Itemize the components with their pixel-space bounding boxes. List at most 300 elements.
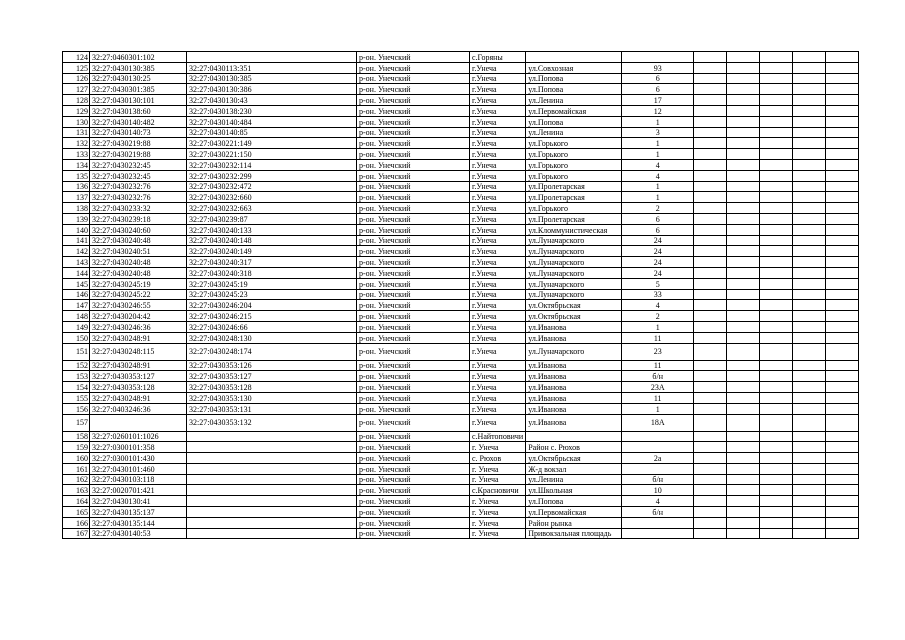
locality-cell: г.Унеча [470,321,526,332]
house-number-cell: 4 [622,170,694,181]
row-number-cell: 139 [63,213,90,224]
street-cell: ул.Иванова [526,321,622,332]
cadastral-number-cell: 32:27:0430219:88 [90,138,187,149]
locality-cell: г. Унеча [470,442,526,453]
empty-cell [826,105,859,116]
cadastral-number-cell: 32:27:0430140:53 [90,528,187,539]
empty-cell [694,138,727,149]
locality-cell: г.Унеча [470,257,526,268]
district-cell: р-он. Унечский [357,138,470,149]
locality-cell: г.Унеча [470,360,526,371]
object-cadastral-number-cell [187,507,357,518]
empty-cell [793,84,826,95]
row-number-cell: 161 [63,463,90,474]
empty-cell [694,116,727,127]
empty-cell [793,127,826,138]
empty-cell [826,474,859,485]
empty-cell [694,485,727,496]
empty-cell [826,52,859,63]
empty-cell [793,267,826,278]
locality-cell: г.Унеча [470,73,526,84]
row-number-cell: 149 [63,321,90,332]
row-number-cell: 135 [63,170,90,181]
empty-cell [727,149,760,160]
empty-cell [727,442,760,453]
empty-cell [760,496,793,507]
house-number-cell: 93 [622,62,694,73]
empty-cell [793,528,826,539]
cadastral-number-cell: 32:27:0430245:22 [90,289,187,300]
table-row [63,360,859,371]
empty-cell [793,507,826,518]
street-cell: ул.Луначарского [526,246,622,257]
empty-cell [727,138,760,149]
street-cell: ул.Луначарского [526,278,622,289]
object-cadastral-number-cell: 32:27:0430240:149 [187,246,357,257]
row-number-cell: 155 [63,392,90,403]
table-row [63,105,859,116]
row-number-cell: 137 [63,192,90,203]
district-cell: р-он. Унечский [357,149,470,160]
empty-cell [793,73,826,84]
locality-cell: г.Унеча [470,235,526,246]
cadastral-number-cell [90,414,187,431]
district-cell: р-он. Унечский [357,371,470,382]
locality-cell: г. Унеча [470,463,526,474]
empty-cell [793,442,826,453]
empty-cell [793,170,826,181]
table-row [63,138,859,149]
row-number-cell: 159 [63,442,90,453]
table-row [63,517,859,528]
empty-cell [760,235,793,246]
empty-cell [727,73,760,84]
table-row [63,403,859,414]
row-number-cell: 163 [63,485,90,496]
empty-cell [694,159,727,170]
empty-cell [760,116,793,127]
empty-cell [826,360,859,371]
empty-cell [826,149,859,160]
empty-cell [760,300,793,311]
cadastral-number-cell: 32:27:0430248:115 [90,343,187,360]
empty-cell [793,62,826,73]
empty-cell [760,403,793,414]
empty-cell [694,105,727,116]
district-cell: р-он. Унечский [357,431,470,442]
cadastral-number-cell: 32:27:0430240:48 [90,235,187,246]
table-body [63,52,859,539]
empty-cell [793,414,826,431]
empty-cell [727,95,760,106]
empty-cell [694,343,727,360]
locality-cell: с. Рюхов [470,453,526,464]
row-number-cell: 167 [63,528,90,539]
empty-cell [793,192,826,203]
empty-cell [727,453,760,464]
empty-cell [694,453,727,464]
empty-cell [727,105,760,116]
empty-cell [727,343,760,360]
object-cadastral-number-cell: 32:27:0430353:127 [187,371,357,382]
empty-cell [760,127,793,138]
cadastral-number-cell: 32:27:0430204:42 [90,311,187,322]
row-number-cell: 134 [63,159,90,170]
district-cell: р-он. Унечский [357,52,470,63]
cadastral-number-cell: 32:27:0020701:421 [90,485,187,496]
locality-cell: г.Унеча [470,159,526,170]
house-number-cell: 10 [622,485,694,496]
empty-cell [694,321,727,332]
empty-cell [793,392,826,403]
empty-cell [826,170,859,181]
street-cell: ул.Иванова [526,392,622,403]
house-number-cell: 17 [622,95,694,106]
empty-cell [694,149,727,160]
empty-cell [694,382,727,393]
empty-cell [727,267,760,278]
empty-cell [826,300,859,311]
district-cell: р-он. Унечский [357,321,470,332]
house-number-cell: 6 [622,84,694,95]
cadastral-number-cell: 32:27:0430140:73 [90,127,187,138]
empty-cell [793,116,826,127]
empty-cell [727,192,760,203]
empty-cell [826,453,859,464]
empty-cell [793,257,826,268]
empty-cell [760,105,793,116]
empty-cell [760,507,793,518]
empty-cell [826,181,859,192]
row-number-cell: 148 [63,311,90,322]
empty-cell [760,73,793,84]
empty-cell [694,289,727,300]
row-number-cell: 128 [63,95,90,106]
locality-cell: г.Унеча [470,267,526,278]
empty-cell [727,528,760,539]
street-cell: ул.Луначарского [526,289,622,300]
empty-cell [694,528,727,539]
empty-cell [760,257,793,268]
table-row [63,224,859,235]
table-row [63,203,859,214]
house-number-cell [622,431,694,442]
cadastral-number-cell: 32:27:0430130:385 [90,62,187,73]
empty-cell [727,224,760,235]
locality-cell: г.Унеча [470,138,526,149]
object-cadastral-number-cell [187,528,357,539]
locality-cell: г.Унеча [470,127,526,138]
row-number-cell: 140 [63,224,90,235]
row-number-cell: 150 [63,332,90,343]
locality-cell: с.Найтоповичи [470,431,526,442]
table-row [63,392,859,403]
empty-cell [826,138,859,149]
empty-cell [760,95,793,106]
empty-cell [826,116,859,127]
object-cadastral-number-cell: 32:27:0430245:23 [187,289,357,300]
empty-cell [694,442,727,453]
table-row [63,127,859,138]
object-cadastral-number-cell [187,431,357,442]
empty-cell [826,278,859,289]
empty-cell [760,332,793,343]
empty-cell [826,321,859,332]
object-cadastral-number-cell: 32:27:0430353:132 [187,414,357,431]
object-cadastral-number-cell: 32:27:0430240:133 [187,224,357,235]
locality-cell: г.Унеча [470,84,526,95]
empty-cell [826,431,859,442]
empty-cell [694,84,727,95]
row-number-cell: 145 [63,278,90,289]
table-row [63,414,859,431]
table-row [63,382,859,393]
street-cell: ул.Горького [526,203,622,214]
empty-cell [760,289,793,300]
table-row [63,278,859,289]
empty-cell [694,403,727,414]
empty-cell [793,213,826,224]
empty-cell [826,235,859,246]
empty-cell [793,181,826,192]
empty-cell [826,507,859,518]
cadastral-number-cell: 32:27:0430245:19 [90,278,187,289]
cadastral-number-cell: 32:27:0430246:55 [90,300,187,311]
street-cell: ул.Пролетарская [526,213,622,224]
house-number-cell: 23А [622,382,694,393]
empty-cell [793,105,826,116]
row-number-cell: 146 [63,289,90,300]
street-cell: ул.Октябрьская [526,453,622,464]
locality-cell: г.Унеча [470,170,526,181]
empty-cell [793,289,826,300]
row-number-cell: 143 [63,257,90,268]
locality-cell: г.Унеча [470,203,526,214]
empty-cell [826,517,859,528]
house-number-cell: 11 [622,392,694,403]
cadastral-number-cell: 32:27:0430353:128 [90,382,187,393]
house-number-cell: 4 [622,300,694,311]
empty-cell [727,84,760,95]
street-cell: Привокзальная площадь [526,528,622,539]
street-cell: ул.Луначарского [526,343,622,360]
house-number-cell: 5 [622,278,694,289]
row-number-cell: 165 [63,507,90,518]
table-row [63,257,859,268]
district-cell: р-он. Унечский [357,414,470,431]
empty-cell [760,392,793,403]
empty-cell [826,382,859,393]
cadastral-number-cell: 32:27:0430248:91 [90,360,187,371]
empty-cell [694,62,727,73]
object-cadastral-number-cell: 32:27:0430130:386 [187,84,357,95]
empty-cell [694,517,727,528]
object-cadastral-number-cell [187,463,357,474]
empty-cell [793,52,826,63]
empty-cell [694,181,727,192]
cadastral-number-cell: 32:27:0430135:137 [90,507,187,518]
object-cadastral-number-cell [187,474,357,485]
house-number-cell [622,528,694,539]
cadastral-number-cell: 32:27:0430246:36 [90,321,187,332]
table-row [63,442,859,453]
row-number-cell: 162 [63,474,90,485]
house-number-cell: 1 [622,403,694,414]
street-cell: ул.Горького [526,159,622,170]
locality-cell: г.Унеча [470,414,526,431]
empty-cell [727,300,760,311]
table-row [63,321,859,332]
empty-cell [760,84,793,95]
cadastral-number-cell: 32:27:0300101:358 [90,442,187,453]
cadastral-number-cell: 32:27:0430219:88 [90,149,187,160]
house-number-cell: 18А [622,414,694,431]
empty-cell [793,203,826,214]
object-cadastral-number-cell: 32:27:0430246:66 [187,321,357,332]
locality-cell: г.Унеча [470,224,526,235]
empty-cell [727,474,760,485]
row-number-cell: 130 [63,116,90,127]
object-cadastral-number-cell: 32:27:0430239:87 [187,213,357,224]
cadastral-number-cell: 32:27:0430248:91 [90,392,187,403]
street-cell: ул.Попова [526,116,622,127]
empty-cell [793,246,826,257]
empty-cell [694,360,727,371]
cadastral-number-cell: 32:27:0430130:101 [90,95,187,106]
empty-cell [793,371,826,382]
district-cell: р-он. Унечский [357,267,470,278]
cadastral-number-cell: 32:27:0300101:430 [90,453,187,464]
object-cadastral-number-cell: 32:27:0430113:351 [187,62,357,73]
empty-cell [826,332,859,343]
empty-cell [760,442,793,453]
object-cadastral-number-cell: 32:27:0430140:85 [187,127,357,138]
empty-cell [760,371,793,382]
empty-cell [727,235,760,246]
empty-cell [760,62,793,73]
table-row [63,213,859,224]
empty-cell [694,507,727,518]
district-cell: р-он. Унечский [357,485,470,496]
locality-cell: г.Унеча [470,192,526,203]
empty-cell [760,138,793,149]
table-row [63,485,859,496]
row-number-cell: 138 [63,203,90,214]
empty-cell [826,442,859,453]
street-cell: ул.Иванова [526,414,622,431]
row-number-cell: 125 [63,62,90,73]
cadastral-number-cell: 32:27:0460301:102 [90,52,187,63]
empty-cell [694,95,727,106]
street-cell: ул.Иванова [526,371,622,382]
empty-cell [826,73,859,84]
house-number-cell [622,463,694,474]
empty-cell [694,332,727,343]
empty-cell [694,127,727,138]
object-cadastral-number-cell: 32:27:0430221:150 [187,149,357,160]
object-cadastral-number-cell: 32:27:0430246:215 [187,311,357,322]
empty-cell [826,485,859,496]
locality-cell: г.Унеча [470,371,526,382]
table-row [63,496,859,507]
empty-cell [793,485,826,496]
street-cell: ул.Горького [526,170,622,181]
house-number-cell: 2 [622,311,694,322]
empty-cell [694,224,727,235]
empty-cell [694,300,727,311]
locality-cell: г.Унеча [470,95,526,106]
house-number-cell: 1 [622,192,694,203]
empty-cell [826,213,859,224]
object-cadastral-number-cell: 32:27:0430232:114 [187,159,357,170]
land-plots-table [62,51,859,539]
empty-cell [826,371,859,382]
empty-cell [727,485,760,496]
empty-cell [727,403,760,414]
empty-cell [760,224,793,235]
empty-cell [826,463,859,474]
street-cell: ул.Ленина [526,95,622,106]
street-cell [526,52,622,63]
house-number-cell: 24 [622,235,694,246]
empty-cell [826,311,859,322]
object-cadastral-number-cell: 32:27:0430130:43 [187,95,357,106]
empty-cell [694,414,727,431]
cadastral-number-cell: 32:27:0430233:32 [90,203,187,214]
empty-cell [760,343,793,360]
empty-cell [694,52,727,63]
empty-cell [694,213,727,224]
row-number-cell: 144 [63,267,90,278]
object-cadastral-number-cell: 32:27:0430232:472 [187,181,357,192]
empty-cell [727,170,760,181]
district-cell: р-он. Унечский [357,246,470,257]
table-row [63,332,859,343]
house-number-cell: б/н [622,474,694,485]
house-number-cell: 1 [622,321,694,332]
empty-cell [826,192,859,203]
table-row [63,371,859,382]
house-number-cell: 2 [622,203,694,214]
empty-cell [760,52,793,63]
table-row [63,52,859,63]
district-cell: р-он. Унечский [357,159,470,170]
object-cadastral-number-cell: 32:27:0430248:130 [187,332,357,343]
district-cell: р-он. Унечский [357,235,470,246]
empty-cell [793,382,826,393]
street-cell: ул.Первомайская [526,105,622,116]
empty-cell [727,311,760,322]
empty-cell [727,181,760,192]
house-number-cell: 1 [622,138,694,149]
locality-cell: г.Унеча [470,382,526,393]
locality-cell: г. Унеча [470,474,526,485]
street-cell: ул.Школьная [526,485,622,496]
object-cadastral-number-cell: 32:27:0430245:19 [187,278,357,289]
district-cell: р-он. Унечский [357,203,470,214]
locality-cell: г.Унеча [470,278,526,289]
empty-cell [793,224,826,235]
object-cadastral-number-cell [187,442,357,453]
house-number-cell [622,517,694,528]
empty-cell [793,138,826,149]
empty-cell [760,181,793,192]
locality-cell: г.Унеча [470,116,526,127]
table-row [63,463,859,474]
street-cell: Район рынка [526,517,622,528]
table-row [63,507,859,518]
house-number-cell: 11 [622,332,694,343]
